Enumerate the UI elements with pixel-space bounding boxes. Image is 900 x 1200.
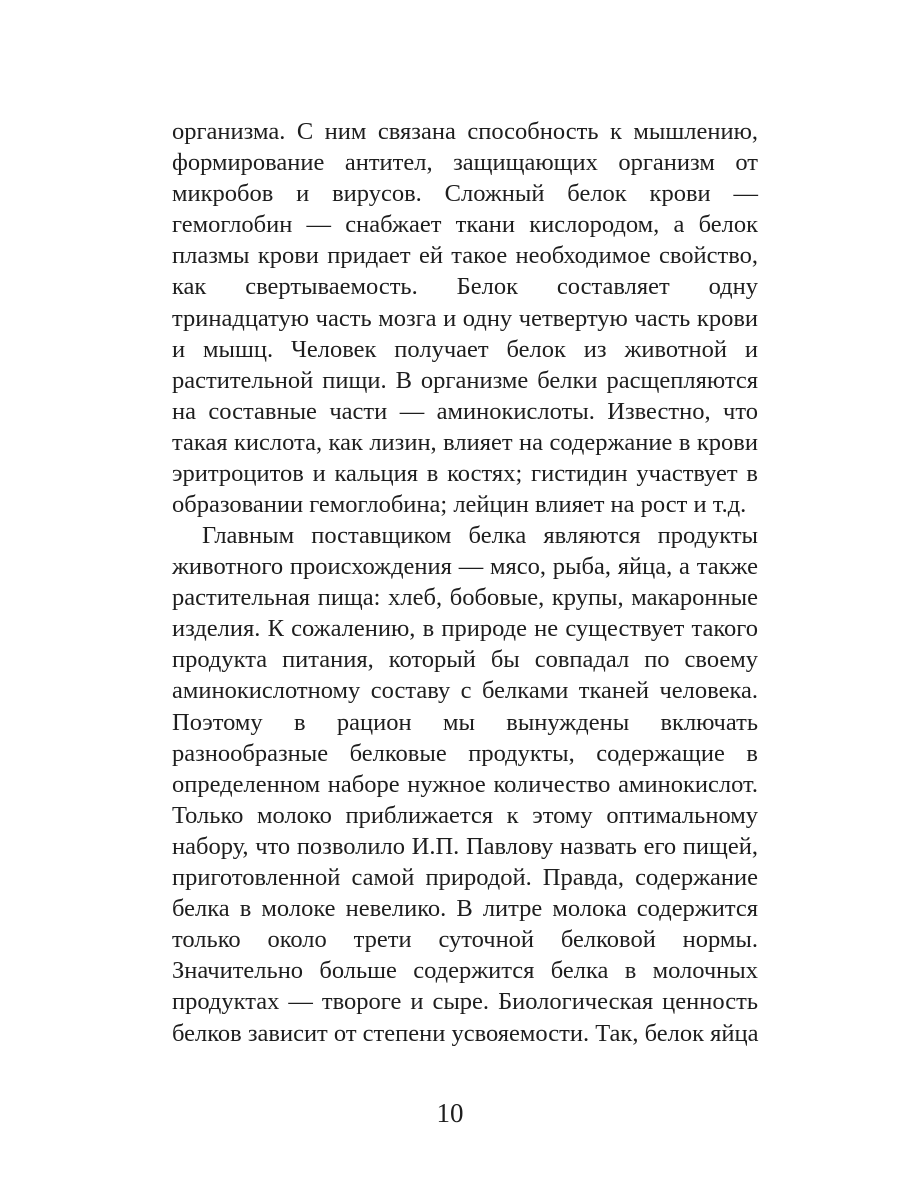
text-line: определенном наборе нужное количество аминокислот. — [172, 770, 758, 798]
text-line: Значительно больше содержится белка в молочных — [172, 957, 758, 985]
text-line: приготовленной самой природой. Правда, содержание — [172, 864, 758, 892]
text-line: набору, что позволило И.П. Павлову назвать его пищей, — [172, 832, 758, 860]
text-line: плазмы крови придает ей такое необходимое свойство, — [172, 242, 758, 270]
text-line: Главным поставщиком белка являются продукты — [202, 522, 758, 549]
text-line: микробов и вирусов. Сложный белок крови — — [172, 180, 758, 208]
text-line: такая кислота, как лизин, влияет на содержание в крови — [172, 428, 758, 456]
text-line: разнообразные белковые продукты, содержащие в — [172, 739, 758, 767]
text-line: растительной пищи. В организме белки расщепляются — [172, 366, 758, 394]
text-line: тринадцатую часть мозга и одну четвертую часть крови — [172, 304, 758, 332]
text-line: только около трети суточной белковой нормы. — [172, 926, 758, 954]
text-line: животного происхождения — мясо, рыба, яйца, а также — [172, 553, 758, 581]
text-line: продукта питания, который бы совпадал по своему — [172, 646, 758, 674]
text-line: аминокислотному составу с белками тканей человека. — [172, 677, 758, 705]
text-line: продуктах — твороге и сыре. Биологическая ценность — [172, 988, 758, 1016]
text-line: растительная пища: хлеб, бобовые, крупы, макаронные — [172, 584, 758, 612]
text-line: изделия. К сожалению, в природе не существует такого — [172, 615, 758, 643]
text-line: белка в молоке невелико. В литре молока содержится — [172, 895, 758, 923]
text-line: и мышц. Человек получает белок из животной и — [172, 335, 758, 363]
page-number: 10 — [436, 1098, 464, 1128]
text-line: как свертываемость. Белок составляет одну — [172, 273, 758, 301]
paragraph-1 — [172, 116, 758, 520]
text-line: Только молоко приближается к этому оптимальному — [172, 801, 758, 829]
paragraph-2 — [172, 520, 758, 1049]
text-line: эритроцитов и кальция в костях; гистидин участвует в — [172, 460, 758, 488]
text-line: гемоглобин — снабжает ткани кислородом, а белок — [172, 211, 758, 239]
text-line: белков зависит от степени усвояемости. Так, белок яйца — [172, 1019, 759, 1047]
text-line: формирование антител, защищающих организм от — [172, 149, 758, 177]
text-line: на составные части — аминокислоты. Известно, что — [172, 397, 758, 425]
text-line: Поэтому в рацион мы вынуждены включать — [172, 708, 758, 736]
text-line: организма. С ним связана способность к мышлению, — [172, 118, 758, 145]
text-line: образовании гемоглобина; лейцин влияет на рост и т.д. — [172, 491, 747, 519]
